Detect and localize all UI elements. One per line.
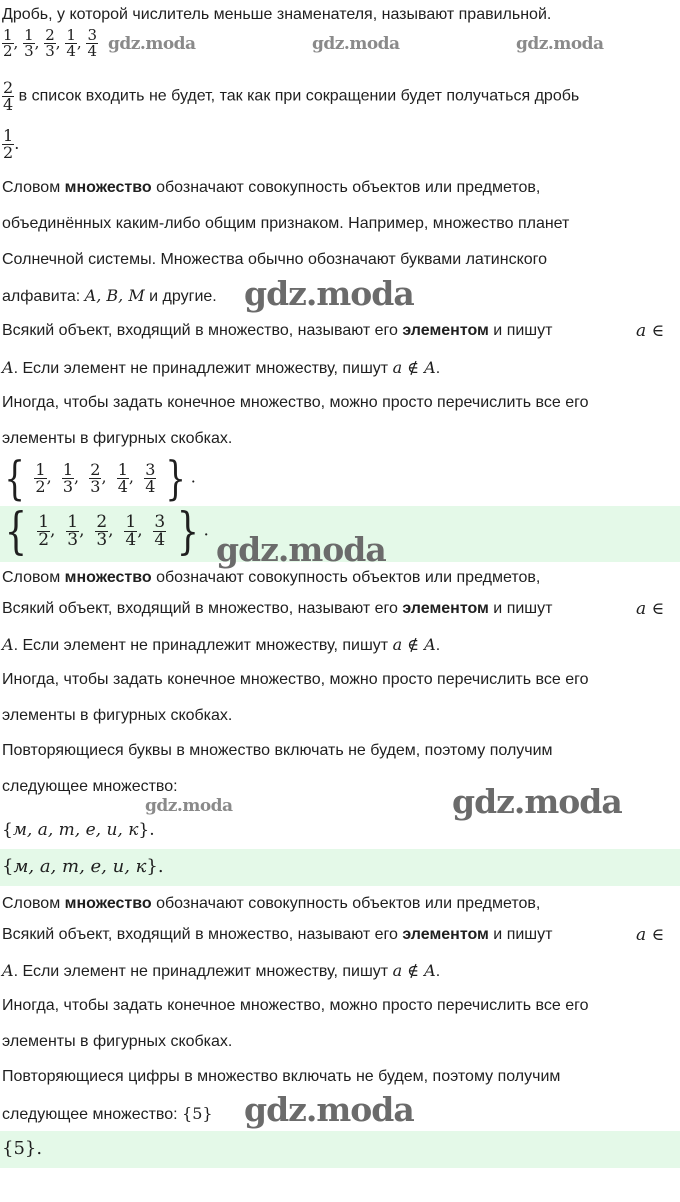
element-line-2: A. Если элемент не принадлежит множеству, пишут a ∉ A. <box>2 358 441 377</box>
fraction-set: { $\frac{1}{2}$ , $\frac{1}{3}$ , $\frac{2}{3}$ , $\frac{1}{4}$ , $\frac{3}{4}$ } . <box>4 451 196 505</box>
definition-line-2: объединённых каким-либо общим признаком. Например, множество планет <box>2 215 570 232</box>
fraction-2-3: $\frac{2}{3}$ <box>96 511 108 550</box>
letter-set-answer: {м, а, т, е, и, к}. <box>2 856 164 877</box>
enumeration-line-2: элементы в фигурных скобках. <box>2 1033 233 1050</box>
enumeration-line-1: Иногда, чтобы задать конечное множество, можно просто перечислить все его <box>2 997 589 1014</box>
fraction-1-2: $\frac{1}{2}$ <box>3 126 14 162</box>
reduced-fraction: $\frac{1}{2}$ . <box>3 126 20 162</box>
watermark: gdz.moda <box>312 34 400 54</box>
fraction-1-2: $\frac{1}{2}$ <box>35 459 46 496</box>
fraction-set-answer: { $\frac{1}{2}$ , $\frac{1}{3}$ , $\frac{2}{3}$ , $\frac{1}{4}$ , $\frac{3}{4}$ } . <box>4 502 209 560</box>
enumeration-line-1: Иногда, чтобы задать конечное множество, можно просто перечислить все его <box>2 671 589 688</box>
definition-line-1: Словом множество обозначают совокупность объектов или предметов, <box>2 895 541 912</box>
fraction-1-4: $\frac{1}{4}$ <box>117 459 128 496</box>
enumeration-line-2: элементы в фигурных скобках. <box>2 430 233 447</box>
fraction-1-3: $\frac{1}{3}$ <box>24 26 34 60</box>
watermark: gdz.moda <box>452 782 622 821</box>
intro-line-1: Дробь, у которой числитель меньше знаменателя, называют правильной. <box>2 6 552 23</box>
excluded-fraction-line: $\frac{2}{4}$ в список входить не будет, так как при сокращении будет получаться дробь <box>3 78 580 114</box>
definition-line-3: Солнечной системы. Множества обычно обозначают буквами латинского <box>2 251 548 268</box>
watermark: gdz.moda <box>244 1090 414 1129</box>
fraction-2-4: $\frac{2}{4}$ <box>3 78 14 114</box>
element-symbol: a ∈ <box>636 321 665 341</box>
element-line-1: Всякий объект, входящий в множество, называют его элементом и пишут <box>2 322 553 339</box>
proper-fractions-list: $\frac{1}{2}$ , $\frac{1}{3}$ , $\frac{2}{3}$ , $\frac{1}{4}$ , $\frac{3}{4}$ <box>3 26 97 60</box>
element-line-2: A. Если элемент не принадлежит множеству, пишут a ∉ A. <box>2 961 441 980</box>
enumeration-line-2: элементы в фигурных скобках. <box>2 707 233 724</box>
fraction-1-4: $\frac{1}{4}$ <box>125 511 137 550</box>
repeat-digits-line-2: следующее множество: {5} <box>2 1104 213 1123</box>
fraction-1-2: $\frac{1}{2}$ <box>3 26 13 60</box>
fraction-3-4: $\frac{3}{4}$ <box>87 26 97 60</box>
fraction-2-3: $\frac{2}{3}$ <box>90 459 101 496</box>
repeat-letters-line-2: следующее множество: <box>2 778 178 795</box>
watermark: gdz.moda <box>108 34 196 54</box>
watermark: gdz.moda <box>216 530 386 569</box>
watermark: gdz.moda <box>145 796 233 816</box>
element-symbol: a ∈ <box>636 599 665 619</box>
watermark: gdz.moda <box>244 274 414 313</box>
element-line-1: Всякий объект, входящий в множество, называют его элементом и пишут <box>2 926 553 943</box>
fraction-3-4: $\frac{3}{4}$ <box>154 511 166 550</box>
definition-line-4: алфавита: A, B, M и другие. <box>2 286 217 305</box>
watermark: gdz.moda <box>516 34 604 54</box>
definition-line-1: Словом множество обозначают совокупность объектов или предметов, <box>2 569 541 586</box>
definition-line-1: Словом множество обозначают совокупность объектов или предметов, <box>2 179 541 196</box>
fraction-3-4: $\frac{3}{4}$ <box>145 459 156 496</box>
repeat-digits-line-1: Повторяющиеся цифры в множество включать не будем, поэтому получим <box>2 1068 561 1085</box>
element-symbol: a ∈ <box>636 925 665 945</box>
letter-set: {м, а, т, е, и, к}. <box>2 820 155 840</box>
fraction-1-2: $\frac{1}{2}$ <box>38 511 50 550</box>
repeat-letters-line-1: Повторяющиеся буквы в множество включать не будем, поэтому получим <box>2 742 553 759</box>
digit-set-answer: {5}. <box>2 1138 43 1159</box>
element-line-2: A. Если элемент не принадлежит множеству, пишут a ∉ A. <box>2 635 441 654</box>
answer-highlight-digits <box>0 1131 680 1168</box>
enumeration-line-1: Иногда, чтобы задать конечное множество, можно просто перечислить все его <box>2 394 589 411</box>
element-line-1: Всякий объект, входящий в множество, называют его элементом и пишут <box>2 600 553 617</box>
fraction-1-3: $\frac{1}{3}$ <box>62 459 74 496</box>
fraction-2-3: $\frac{2}{3}$ <box>45 26 55 60</box>
fraction-1-3: $\frac{1}{3}$ <box>67 511 79 550</box>
fraction-1-4: $\frac{1}{4}$ <box>66 26 76 60</box>
